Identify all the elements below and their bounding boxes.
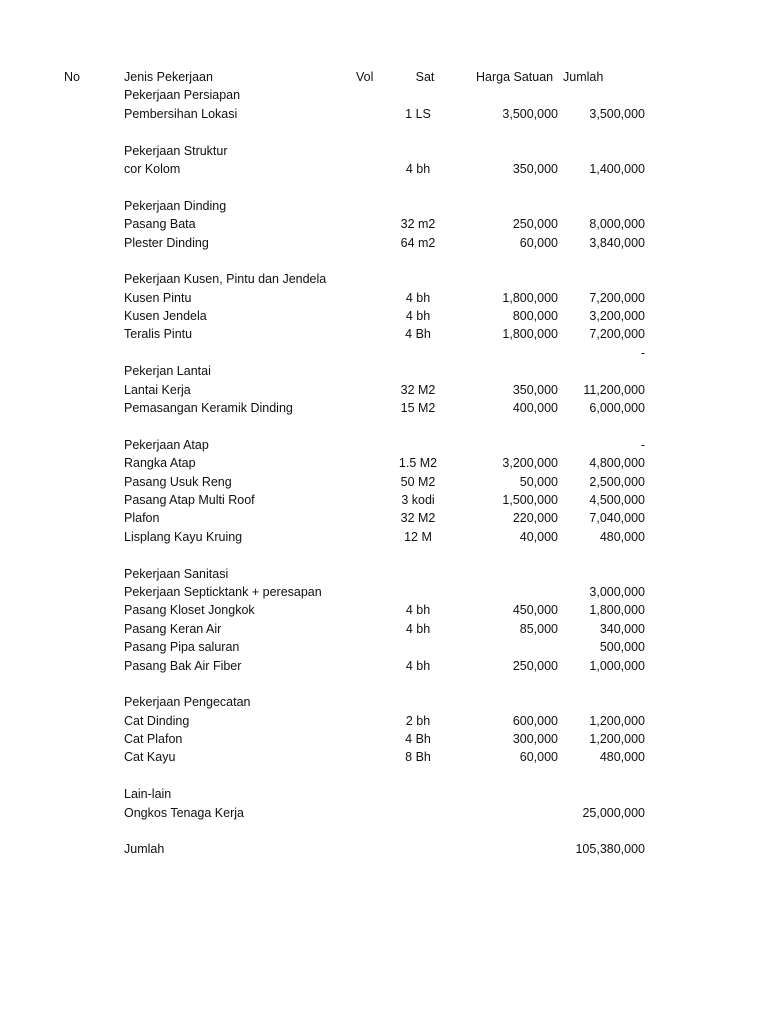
header-harga-satuan: Harga Satuan <box>476 70 554 84</box>
total-cell: 11,200,000 <box>583 382 645 397</box>
total-cell: - <box>640 345 645 360</box>
total-cell: 7,200,000 <box>589 327 645 342</box>
item-cell: Pekerjaan Atap <box>124 437 209 452</box>
unit-price-cell: 350,000 <box>512 382 558 397</box>
item-cell: Pekerjan Lantai <box>124 364 211 379</box>
table-row <box>0 693 768 711</box>
unit-price-cell: 1,800,000 <box>502 290 558 305</box>
item-cell: Pekerjaan Persiapan <box>124 88 241 103</box>
table-row <box>0 620 768 638</box>
quantity-cell: 32 m2 <box>400 217 436 232</box>
quantity-cell: 32 M2 <box>400 511 436 526</box>
item-cell: Cat Kayu <box>124 750 176 765</box>
quantity-cell: 1.5 M2 <box>398 456 438 471</box>
item-cell: Pembersihan Lokasi <box>124 106 238 121</box>
total-cell: 500,000 <box>599 640 645 655</box>
item-cell: Kusen Pintu <box>124 290 192 305</box>
quantity-cell: 4 bh <box>405 290 431 305</box>
item-cell: Pemasangan Keramik Dinding <box>124 401 293 416</box>
header-sat: Sat <box>415 70 435 84</box>
table-row <box>0 436 768 454</box>
table-row <box>0 804 768 822</box>
total-cell: 4,800,000 <box>589 456 645 471</box>
table-row <box>0 657 768 675</box>
unit-price-cell: 50,000 <box>519 474 558 489</box>
item-cell: Pekerjaan Sanitasi <box>124 566 229 581</box>
table-row <box>0 123 768 141</box>
table-row <box>0 491 768 509</box>
total-cell: 7,200,000 <box>589 290 645 305</box>
table-row <box>0 344 768 362</box>
item-cell: Pasang Atap Multi Roof <box>124 492 255 507</box>
table-row <box>0 454 768 472</box>
table-row <box>0 417 768 435</box>
unit-price-cell: 60,000 <box>519 750 558 765</box>
item-cell: Pekerjaan Kusen, Pintu dan Jendela <box>124 272 327 287</box>
quantity-cell: 3 kodi <box>401 492 435 507</box>
item-cell: Lisplang Kayu Kruing <box>124 529 243 544</box>
item-cell: Pasang Bak Air Fiber <box>124 658 242 673</box>
total-cell: 340,000 <box>599 621 645 636</box>
table-row <box>0 215 768 233</box>
item-cell: Lain-lain <box>124 787 172 802</box>
table-row <box>0 748 768 766</box>
table-row <box>0 178 768 196</box>
table-row <box>0 528 768 546</box>
table-row <box>0 565 768 583</box>
unit-price-cell: 1,500,000 <box>502 492 558 507</box>
item-cell: cor Kolom <box>124 161 181 176</box>
table-body <box>0 86 768 858</box>
table-row <box>0 840 768 858</box>
total-cell: 2,500,000 <box>589 474 645 489</box>
table-row <box>0 399 768 417</box>
table-row <box>0 197 768 215</box>
total-cell: 4,500,000 <box>589 492 645 507</box>
unit-price-cell: 220,000 <box>512 511 558 526</box>
item-cell: Pasang Kloset Jongkok <box>124 603 255 618</box>
item-cell: Plester Dinding <box>124 235 209 250</box>
item-cell: Pekerjaan Struktur <box>124 143 228 158</box>
table-row <box>0 86 768 104</box>
quantity-cell: 4 Bh <box>405 732 431 747</box>
unit-price-cell: 300,000 <box>512 732 558 747</box>
table-row <box>0 675 768 693</box>
table-row <box>0 381 768 399</box>
total-cell: 105,380,000 <box>575 842 645 857</box>
quantity-cell: 4 bh <box>405 658 431 673</box>
table-row <box>0 509 768 527</box>
quantity-cell: 15 M2 <box>400 401 436 416</box>
total-cell: 7,040,000 <box>589 511 645 526</box>
table-row <box>0 234 768 252</box>
table-row <box>0 325 768 343</box>
item-cell: Pasang Keran Air <box>124 621 222 636</box>
table-row <box>0 546 768 564</box>
item-cell: Ongkos Tenaga Kerja <box>124 805 244 820</box>
header-no: No <box>64 70 80 84</box>
unit-price-cell: 800,000 <box>512 309 558 324</box>
total-cell: 480,000 <box>599 529 645 544</box>
unit-price-cell: 400,000 <box>512 401 558 416</box>
table-row <box>0 785 768 803</box>
table-row <box>0 712 768 730</box>
unit-price-cell: 40,000 <box>519 529 558 544</box>
unit-price-cell: 60,000 <box>519 235 558 250</box>
total-cell: 3,500,000 <box>589 106 645 121</box>
item-cell: Pekerjaan Dinding <box>124 198 227 213</box>
total-cell: 1,200,000 <box>589 713 645 728</box>
quantity-cell: 64 m2 <box>400 235 436 250</box>
total-cell: 1,200,000 <box>589 732 645 747</box>
item-cell: Lantai Kerja <box>124 382 191 397</box>
item-cell: Pekerjaan Septicktank + peresapan <box>124 584 322 599</box>
table-row <box>0 289 768 307</box>
unit-price-cell: 600,000 <box>512 713 558 728</box>
table-row <box>0 730 768 748</box>
total-cell: 1,400,000 <box>589 161 645 176</box>
unit-price-cell: 3,200,000 <box>502 456 558 471</box>
quantity-cell: 1 LS <box>405 106 431 121</box>
quantity-cell: 8 Bh <box>405 750 431 765</box>
item-cell: Cat Plafon <box>124 732 183 747</box>
quantity-cell: 4 Bh <box>405 327 431 342</box>
unit-price-cell: 250,000 <box>512 658 558 673</box>
quantity-cell: 32 M2 <box>400 382 436 397</box>
table-row <box>0 362 768 380</box>
quantity-cell: 4 bh <box>405 161 431 176</box>
quantity-cell: 4 bh <box>405 603 431 618</box>
item-cell: Pasang Pipa saluran <box>124 640 240 655</box>
total-cell: - <box>640 437 645 452</box>
table-row <box>0 160 768 178</box>
unit-price-cell: 1,800,000 <box>502 327 558 342</box>
item-cell: Rangka Atap <box>124 456 196 471</box>
header-jenis-pekerjaan: Jenis Pekerjaan <box>124 70 213 84</box>
total-cell: 6,000,000 <box>589 401 645 416</box>
unit-price-cell: 350,000 <box>512 161 558 176</box>
unit-price-cell: 85,000 <box>519 621 558 636</box>
total-cell: 3,200,000 <box>589 309 645 324</box>
item-cell: Teralis Pintu <box>124 327 193 342</box>
table-row <box>0 142 768 160</box>
total-cell: 1,800,000 <box>589 603 645 618</box>
table-row <box>0 601 768 619</box>
total-cell: 3,000,000 <box>589 584 645 599</box>
quantity-cell: 50 M2 <box>400 474 436 489</box>
item-cell: Cat Dinding <box>124 713 190 728</box>
table-row <box>0 252 768 270</box>
table-row <box>0 822 768 840</box>
header-vol: Vol <box>356 70 374 84</box>
quantity-cell: 4 bh <box>405 309 431 324</box>
table-row <box>0 270 768 288</box>
unit-price-cell: 250,000 <box>512 217 558 232</box>
item-cell: Jumlah <box>124 842 165 857</box>
table-row <box>0 105 768 123</box>
total-cell: 1,000,000 <box>589 658 645 673</box>
total-cell: 480,000 <box>599 750 645 765</box>
unit-price-cell: 3,500,000 <box>502 106 558 121</box>
table-row <box>0 767 768 785</box>
item-cell: Pasang Bata <box>124 217 196 232</box>
total-cell: 25,000,000 <box>582 805 645 820</box>
table-row <box>0 638 768 656</box>
item-cell: Plafon <box>124 511 160 526</box>
quantity-cell: 12 M <box>404 529 432 544</box>
item-cell: Kusen Jendela <box>124 309 207 324</box>
table-row <box>0 307 768 325</box>
quantity-cell: 2 bh <box>405 713 431 728</box>
header-jumlah: Jumlah <box>563 70 604 84</box>
quantity-cell: 4 bh <box>405 621 431 636</box>
table-row <box>0 473 768 491</box>
total-cell: 3,840,000 <box>589 235 645 250</box>
item-cell: Pekerjaan Pengecatan <box>124 695 251 710</box>
table-row <box>0 583 768 601</box>
unit-price-cell: 450,000 <box>512 603 558 618</box>
item-cell: Pasang Usuk Reng <box>124 474 232 489</box>
header-row <box>0 68 768 86</box>
cost-estimate-table <box>0 68 768 859</box>
total-cell: 8,000,000 <box>589 217 645 232</box>
